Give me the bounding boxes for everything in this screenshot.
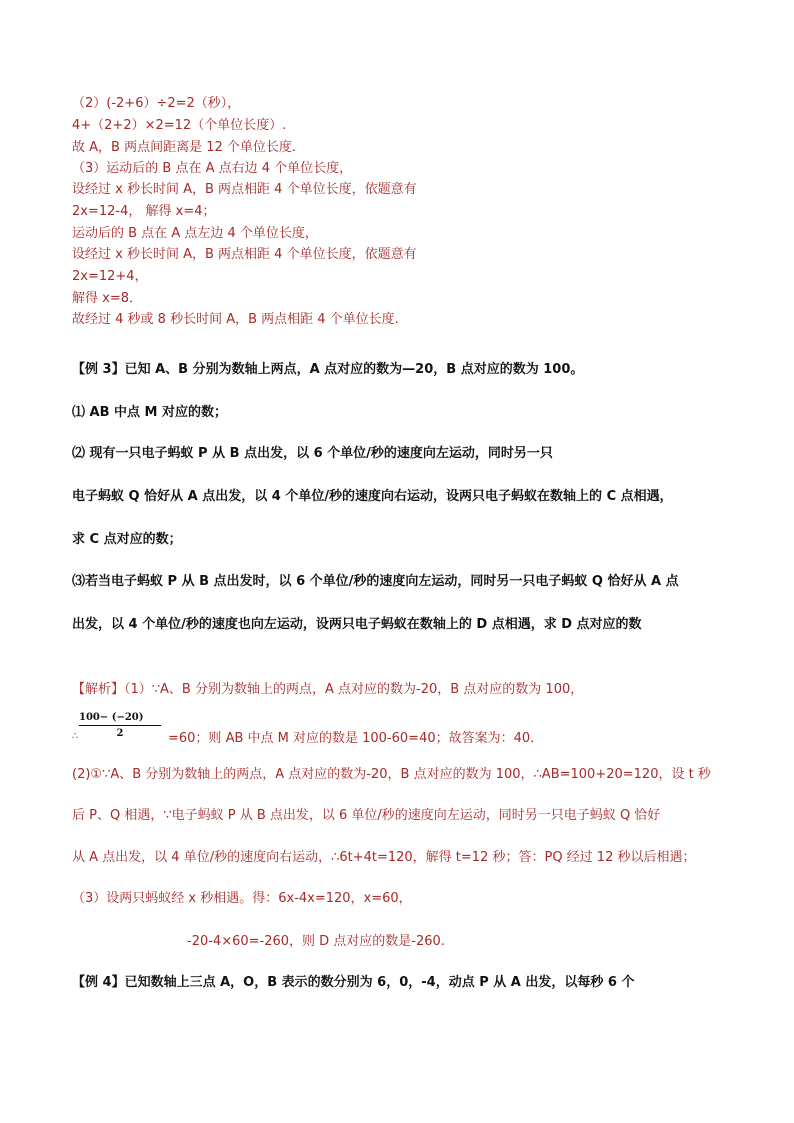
- analysis-line-1: 【解析】（1）∵A、B 分别为数轴上的两点，A 点对应的数为-20，B 点对应的数为 100，: [72, 682, 584, 697]
- analysis-line-3: (2)①∵A、B 分别为数轴上的两点，A 点对应的数为-20，B 点对应的数为 100，∴AB=100+20=120，设 t 秒: [72, 767, 711, 782]
- part3-line-2: 设经过 x 秒长时间 A，B 两点相距 4 个单位长度，依题意有: [72, 182, 417, 197]
- analysis-line-7: -20-4×60=-260，则 D 点对应的数是-260.: [187, 934, 445, 949]
- fraction-midpoint: [79, 712, 161, 739]
- example3-title: 【例 3】已知 A、B 分别为数轴上两点，A 点对应的数为—20，B 点对应的数为 100。: [72, 362, 584, 377]
- analysis-line-2: =60；则 AB 中点 M 对应的数是 100-60=40；故答案为：40．: [168, 731, 544, 746]
- analysis-line-6: （3）设两只蚂蚁经 x 秒相遇。得：6x-4x=120，x=60，: [72, 891, 412, 906]
- example4-title: 【例 4】已知数轴上三点 A，O，B 表示的数分别为 6，0，-4，动点 P 从 A 出发，以每秒 6 个: [72, 975, 635, 990]
- example3-question-3-line-2: 出发，以 4 个单位/秒的速度也向左运动，设两只电子蚂蚁在数轴上的 D 点相遇，求 D 点对应的数: [72, 617, 642, 632]
- part3-line-6: 2x=12+4，: [72, 269, 148, 284]
- example3-question-2-line-3: 求 C 点对应的数；: [72, 532, 182, 547]
- part2-line-2: 4+（2+2）×2=12（个单位长度）.: [72, 118, 287, 133]
- part3-line-1: （3）运动后的 B 点在 A 点右边 4 个单位长度，: [72, 161, 353, 176]
- example3-question-1: ⑴ AB 中点 M 对应的数；: [72, 405, 228, 420]
- part3-line-3: 2x=12-4， 解得 x=4；: [72, 204, 216, 219]
- part2-line-3: 故 A，B 两点间距离是 12 个单位长度.: [72, 140, 297, 155]
- fraction-numerator: 100− (−20): [79, 712, 161, 726]
- part3-line-7: 解得 x=8．: [72, 291, 142, 306]
- part3-line-4: 运动后的 B 点在 A 点左边 4 个单位长度，: [72, 226, 318, 241]
- analysis-line-4: 后 P、Q 相遇，∵电子蚂蚁 P 从 B 点出发，以 6 单位/秒的速度向左运动，同时另一只电子蚂蚁 Q 恰好: [72, 808, 661, 823]
- part2-line-1: （2）(-2+6）÷2=2（秒），: [72, 96, 241, 111]
- example3-question-3-line-1: ⑶若当电子蚂蚁 P 从 B 点出发时，以 6 个单位/秒的速度向左运动，同时另一只电子蚂蚁 Q 恰好从 A 点: [72, 574, 679, 589]
- part3-line-8: 故经过 4 秒或 8 秒长时间 A，B 两点相距 4 个单位长度.: [72, 312, 399, 327]
- therefore-symbol: ∴: [72, 731, 79, 742]
- fraction-denominator: 2: [116, 728, 124, 739]
- analysis-line-5: 从 A 点出发，以 4 单位/秒的速度向右运动，∴6t+4t=120，解得 t=12 秒；答：PQ 经过 12 秒以后相遇；: [72, 850, 696, 865]
- part3-line-5: 设经过 x 秒长时间 A，B 两点相距 4 个单位长度，依题意有: [72, 247, 417, 262]
- example3-question-2-line-1: ⑵ 现有一只电子蚂蚁 P 从 B 点出发，以 6 个单位/秒的速度向左运动，同时另一只: [72, 446, 553, 461]
- example3-question-2-line-2: 电子蚂蚁 Q 恰好从 A 点出发，以 4 个单位/秒的速度向右运动，设两只电子蚂蚁在数轴上的 C 点相遇，: [72, 489, 673, 504]
